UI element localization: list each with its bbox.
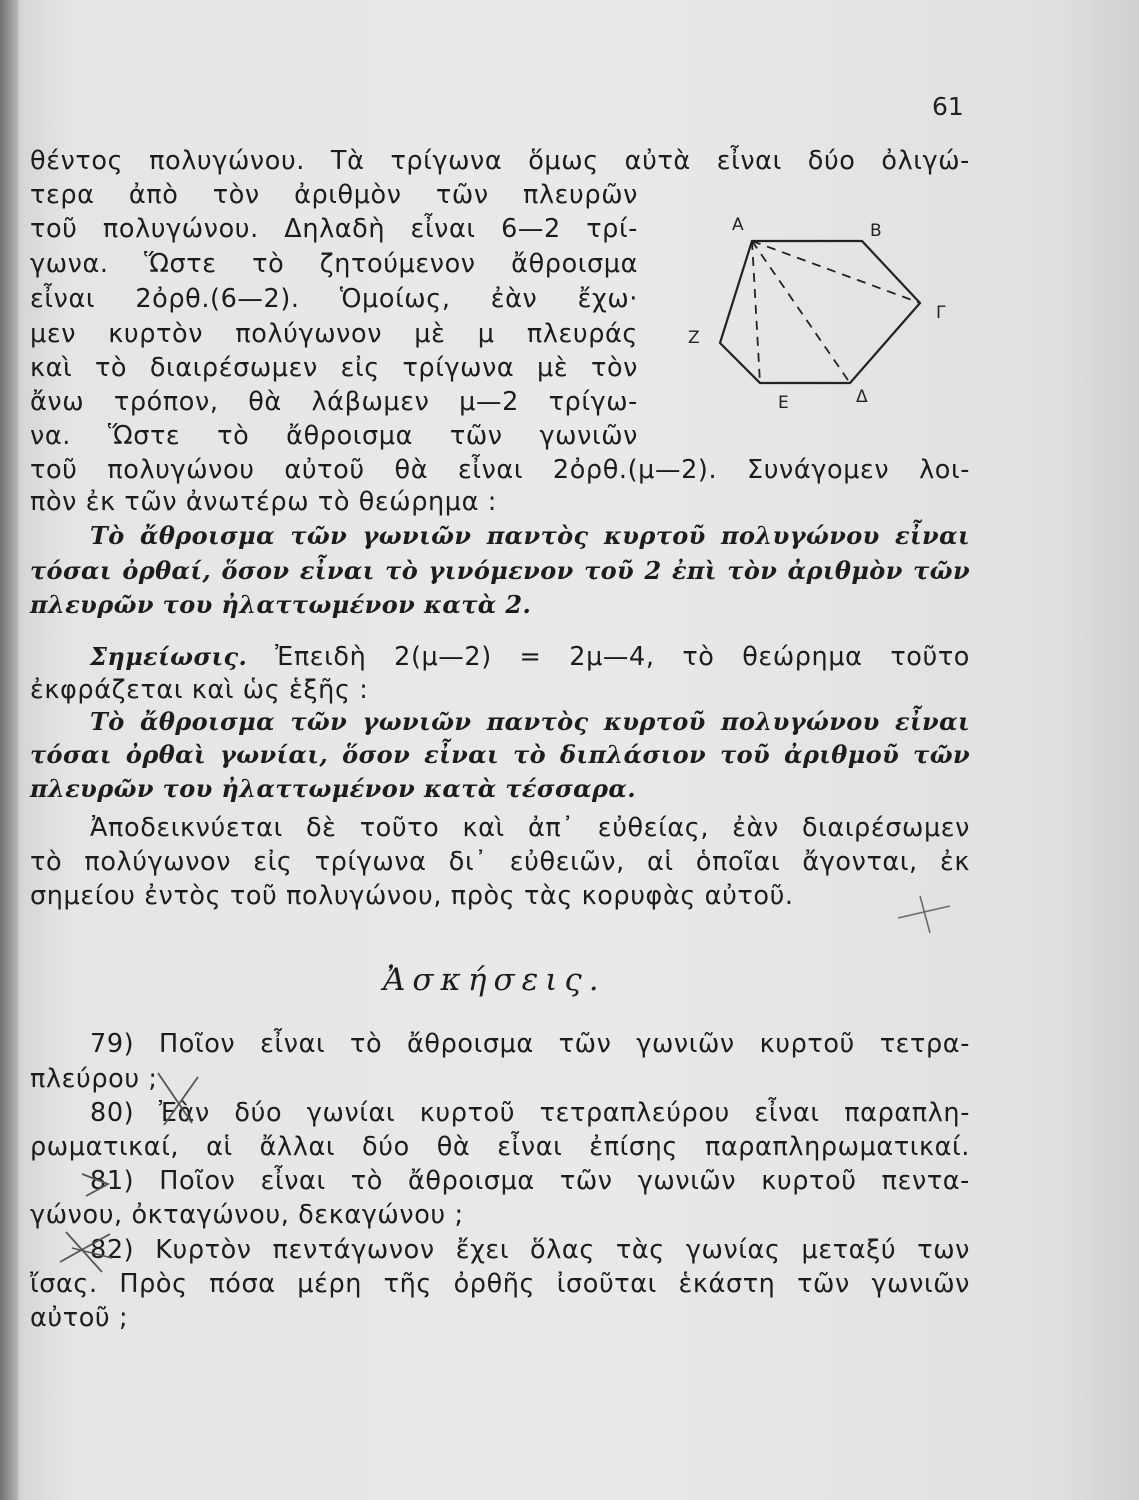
vertex-label-G: Γ <box>936 303 946 323</box>
text-line: γωνα. Ὥστε τὸ ζητούμενον ἄθροισμα <box>30 249 638 279</box>
text-line: καὶ τὸ διαιρέσωμεν εἰς τρίγωνα μὲ τὸν <box>30 353 638 383</box>
exercise-line: 82) Κυρτὸν πεντάγωνον ἔχει ὅλας τὰς γωνίας μεταξύ των <box>90 1235 970 1265</box>
exercise-line: ἴσας. Πρὸς πόσα μέρη τῆς ὀρθῆς ἰσοῦται ἑκάστη τῶν γωνιῶν <box>30 1269 970 1299</box>
vertex-label-D: Δ <box>856 387 868 407</box>
text-line: τὸ πολύγωνον εἰς τρίγωνα δι᾽ εὐθειῶν, αἱ ὁποῖαι ἄγονται, ἐκ <box>30 847 970 877</box>
theorem-line: Τὸ ἄθροισμα τῶν γωνιῶν παντὸς κυρτοῦ πολυγώνου εἶναι <box>90 521 970 550</box>
text-line: ἄνω τρόπον, θὰ λάβωμεν μ—2 τρίγω- <box>30 387 638 417</box>
exercise-line: πλεύρου ; <box>30 1064 158 1094</box>
vertex-label-Z: Z <box>688 328 700 348</box>
text-line: σημείου ἐντὸς τοῦ πολυγώνου, πρὸς τὰς κορυφὰς αὐτοῦ. <box>30 881 794 911</box>
theorem-line: τόσαι ὀρθαὶ γωνίαι, ὅσον εἶναι τὸ διπλάσιον τοῦ ἀριθμοῦ τῶν <box>30 740 970 769</box>
exercise-line: ρωματικαί, αἱ ἄλλαι δύο θὰ εἶναι ἐπίσης παραπληρωματικαί. <box>30 1132 970 1162</box>
exercise-line: 81) Ποῖον εἶναι τὸ ἄθροισμα τῶν γωνιῶν κυρτοῦ πεντα- <box>90 1166 970 1196</box>
exercise-line: αὐτοῦ ; <box>30 1303 129 1333</box>
text-line: μεν κυρτὸν πολύγωνον μὲ μ πλευράς <box>30 319 638 349</box>
pencil-tick-mark <box>78 1160 118 1200</box>
theorem-line: πλευρῶν του ἠλαττωμένον κατὰ 2. <box>30 590 532 619</box>
text-line: πὸν ἐκ τῶν ἀνωτέρω τὸ θεώρημα : <box>30 487 497 517</box>
diagonal-AG <box>752 241 920 303</box>
theorem-line: Τὸ ἄθροισμα τῶν γωνιῶν παντὸς κυρτοῦ πολυγώνου εἶναι <box>90 707 970 736</box>
text-line: εἶναι 2ὀρθ.(6—2). Ὁμοίως, ἐὰν ἔχω· <box>30 284 638 314</box>
hexagon-outline <box>720 241 920 383</box>
text-line: τερα ἀπὸ τὸν ἀριθμὸν τῶν πλευρῶν <box>30 180 638 210</box>
note-line <box>90 642 970 672</box>
exercise-line: γώνου, ὀκταγώνου, δεκαγώνου ; <box>30 1200 464 1230</box>
text-line: Ἀποδεικνύεται δὲ τοῦτο καὶ ἀπ᾽ εὐθείας, ἐὰν διαιρέσωμεν <box>90 813 970 843</box>
pencil-cross-mark <box>52 1218 122 1278</box>
text-line: τοῦ πολυγώνου. Δηλαδὴ εἶναι 6—2 τρί- <box>30 214 638 244</box>
theorem-line: πλευρῶν του ἠλαττωμένον κατὰ τέσσαρα. <box>30 774 636 803</box>
text-line: τοῦ πολυγώνου αὐτοῦ θὰ εἶναι 2ὀρθ.(μ—2). Συνάγομεν λοι- <box>30 455 970 485</box>
text-line: να. Ὥστε τὸ ἄθροισμα τῶν γωνιῶν <box>30 421 638 451</box>
text-line: θέντος πολυγώνου. Τὰ τρίγωνα ὅμως αὐτὰ εἶναι δύο ὀλιγώ- <box>30 146 970 176</box>
diagonal-AD <box>752 241 850 383</box>
theorem-line: τόσαι ὀρθαί, ὅσον εἶναι τὸ γινόμενον τοῦ 2 ἐπὶ τὸν ἀριθμὸν τῶν <box>30 556 970 585</box>
vertex-label-B: B <box>870 221 882 241</box>
pencil-check-mark <box>890 878 960 938</box>
pentagon-diagram <box>680 210 970 415</box>
book-spine-shadow <box>0 0 18 1500</box>
exercise-line: 79) Ποῖον εἶναι τὸ ἄθροισμα τῶν γωνιῶν κυρτοῦ τετρα- <box>90 1029 970 1059</box>
note-text: Ἐπειδὴ 2(μ—2) = 2μ—4, τὸ θεώρημα τοῦτο <box>275 642 970 672</box>
vertex-label-E: E <box>778 393 789 413</box>
vertex-label-A: A <box>732 215 744 235</box>
exercises-heading: Ἀσκήσεις. <box>383 962 606 998</box>
exercise-line: 80) Ἐὰν δύο γωνίαι κυρτοῦ τετραπλεύρου εἶναι παραπλη- <box>90 1098 970 1128</box>
pencil-cross-mark <box>150 1063 210 1133</box>
note-line: ἐκφράζεται καὶ ὡς ἑξῆς : <box>30 675 369 705</box>
note-label: Σημείωσις. <box>90 642 248 671</box>
page-number: 61 <box>932 92 964 121</box>
diagonal-AE <box>752 241 760 383</box>
